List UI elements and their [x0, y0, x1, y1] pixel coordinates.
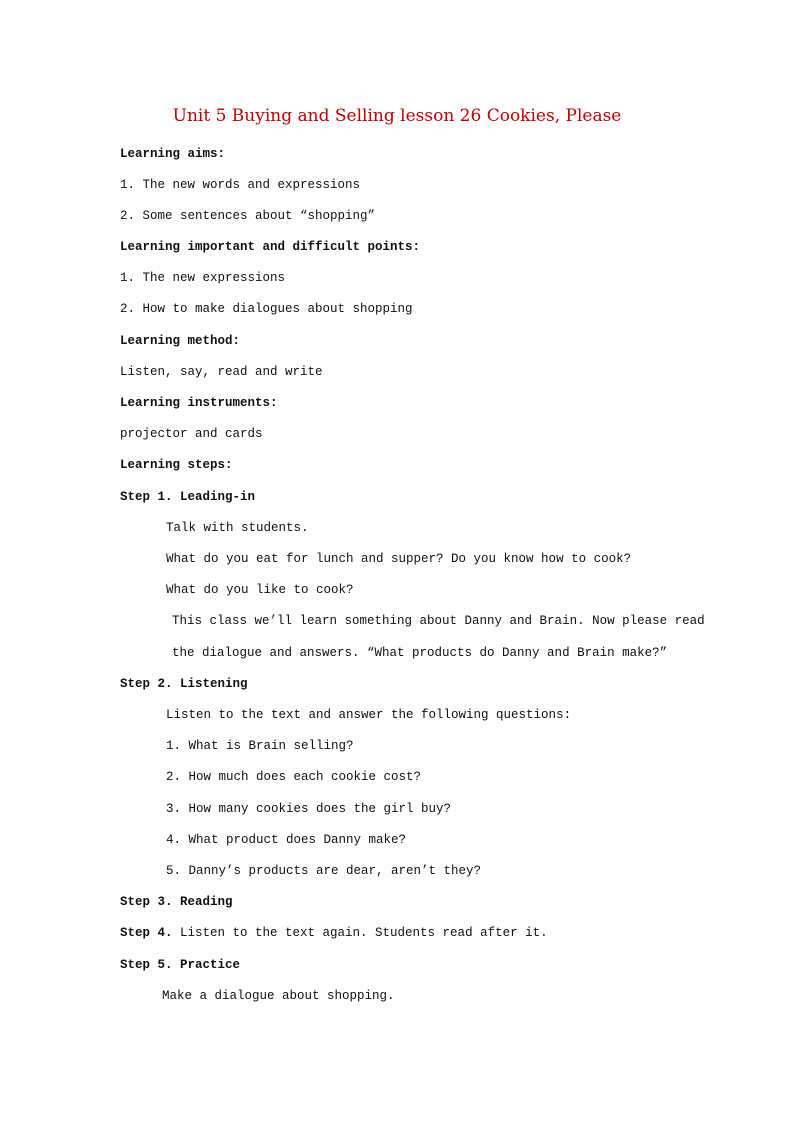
step1-line-3: What do you like to cook? — [166, 583, 354, 597]
step3-heading: Step 3. Reading — [120, 895, 233, 909]
step5-heading: Step 5. Practice — [120, 958, 241, 972]
document-title: Unit 5 Buying and Selling lesson 26 Cookies, Please — [172, 106, 622, 126]
points-heading: Learning important and difficult points: — [120, 240, 421, 254]
points-item-2: 2. How to make dialogues about shopping — [120, 302, 413, 316]
step4-label: Step 4. — [120, 926, 173, 940]
points-item-1: 1. The new expressions — [120, 271, 286, 285]
instruments-text: projector and cards — [120, 427, 263, 441]
step1-heading: Step 1. Leading-in — [120, 490, 256, 504]
step2-question-3: 3. How many cookies does the girl buy? — [166, 802, 452, 816]
aims-item-2: 2. Some sentences about “shopping” — [120, 209, 376, 223]
step2-question-4: 4. What product does Danny make? — [166, 833, 407, 847]
method-text: Listen, say, read and write — [120, 365, 323, 379]
step4-line — [120, 925, 548, 941]
step2-question-2: 2. How much does each cookie cost? — [166, 770, 422, 784]
step4-text: Listen to the text again. Students read after it. — [172, 926, 548, 940]
step1-line-4: This class we’ll learn something about Danny and Brain. Now please read — [172, 614, 705, 628]
instruments-heading: Learning instruments: — [120, 396, 278, 410]
step1-line-1: Talk with students. — [166, 521, 309, 535]
aims-heading: Learning aims: — [120, 147, 226, 161]
step2-intro: Listen to the text and answer the following questions: — [166, 708, 572, 722]
step1-line-5: the dialogue and answers. “What products do Danny and Brain make?” — [172, 646, 668, 660]
step5-text: Make a dialogue about shopping. — [162, 989, 395, 1003]
method-heading: Learning method: — [120, 334, 241, 348]
aims-item-1: 1. The new words and expressions — [120, 178, 361, 192]
steps-heading: Learning steps: — [120, 458, 233, 472]
step2-question-1: 1. What is Brain selling? — [166, 739, 354, 753]
step1-line-2: What do you eat for lunch and supper? Do you know how to cook? — [166, 552, 632, 566]
step2-question-5: 5. Danny’s products are dear, aren’t they? — [166, 864, 482, 878]
step2-heading: Step 2. Listening — [120, 677, 248, 691]
